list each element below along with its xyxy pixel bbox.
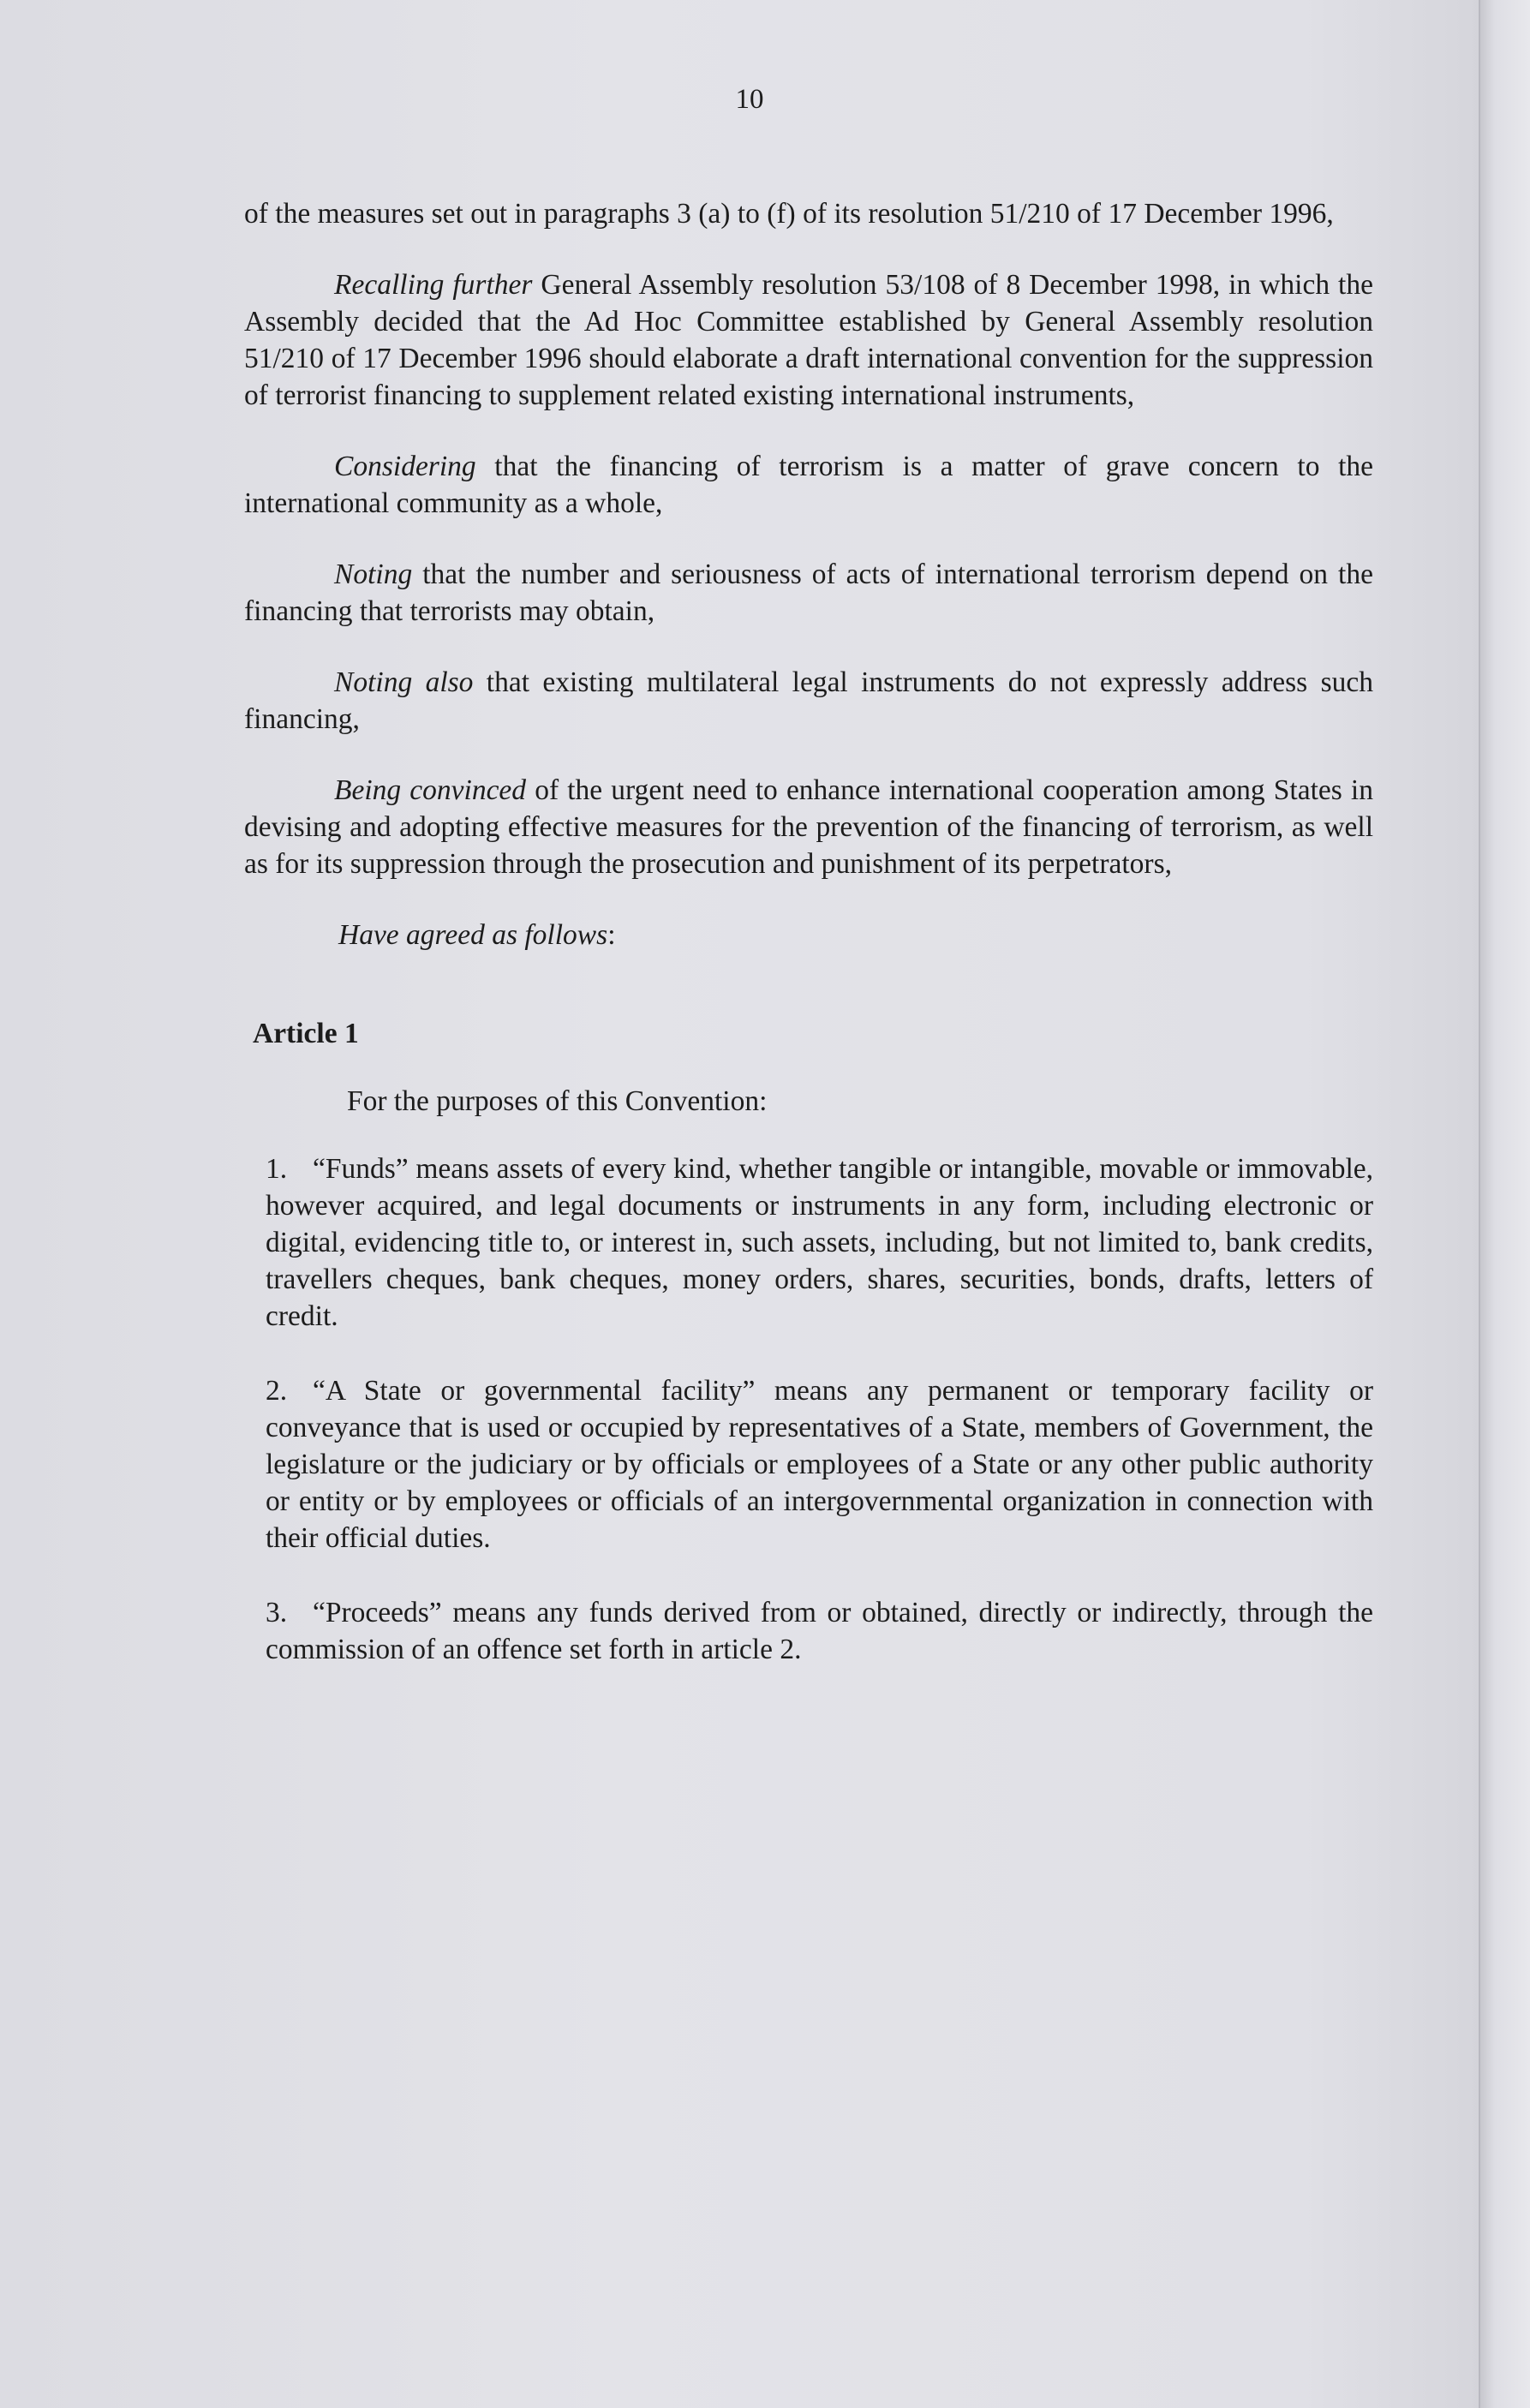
paragraph-intro: Noting	[334, 559, 413, 590]
document-body	[244, 195, 1373, 1706]
page-edge-shadow	[1479, 0, 1530, 2408]
preamble-paragraph-noting-also	[244, 664, 1373, 738]
definition-text: “A State or governmental facility” means any permanent or temporary facility or conveyance that is used or occupied by representatives of a State, members of Government, the legislature or the judiciary or by officials or employees of a State or any other public authority or entity or by employees or officials of an intergovernmental organization in connection with their official duties.	[266, 1375, 1373, 1554]
definition-proceeds	[244, 1594, 1373, 1668]
preamble-paragraph-continued: of the measures set out in paragraphs 3 (a) to (f) of its resolution 51/210 of 17 December 1996,	[244, 198, 1334, 230]
paragraph-intro: Recalling further	[334, 269, 533, 301]
definition-number: 3.	[266, 1597, 288, 1628]
preamble-paragraph-convinced	[244, 772, 1373, 882]
preamble-paragraph-recalling	[244, 266, 1373, 414]
paragraph-text: of the urgent need to enhance international cooperation among States in devising and adopting effective measures for the prevention of the financing of terrorism, as well as for its suppression through the prosecution and punishment of its perpetrators,	[244, 774, 1373, 880]
paragraph-text: that the number and seriousness of acts of international terrorism depend on the financing that terrorists may obtain,	[244, 559, 1373, 627]
page-number: 10	[735, 84, 764, 115]
preamble-paragraph-noting	[244, 556, 1373, 630]
article-purposes: For the purposes of this Convention:	[347, 1085, 768, 1117]
definition-number: 2.	[266, 1375, 288, 1407]
paragraph-text: General Assembly resolution 53/108 of 8 December 1998, in which the Assembly decided that the Ad Hoc Committee established by General Assembly resolution 51/210 of 17 December 1996 should elaborate a draft international convention for the suppression of terrorist financing to supplement related existing international instruments,	[244, 269, 1373, 411]
definition-funds	[244, 1150, 1373, 1335]
definition-text: “Proceeds” means any funds derived from or obtained, directly or indirectly, through the commission of an offence set forth in article 2.	[266, 1597, 1373, 1665]
paragraph-intro: Being convinced	[334, 774, 527, 806]
article-heading: Article 1	[253, 1018, 359, 1049]
paragraph-text: that existing multilateral legal instruments do not expressly address such financing,	[244, 666, 1373, 735]
paragraph-intro: Considering	[334, 451, 476, 482]
paragraph-intro: Noting also	[334, 666, 474, 698]
paragraph-text: that the financing of terrorism is a matter of grave concern to the international community as a whole,	[244, 451, 1373, 519]
definition-text: “Funds” means assets of every kind, whether tangible or intangible, movable or immovable, however acquired, and legal documents or instruments in any form, including electronic or digital, evidencing title to, or interest in, such assets, including, but not limited to, bank credits, travellers cheques, bank cheques, money orders, shares, securities, bonds, drafts, letters of credit.	[266, 1153, 1373, 1332]
agreed-clause: Have agreed as follows:	[338, 919, 616, 951]
definition-state-facility	[244, 1372, 1373, 1557]
definition-number: 1.	[266, 1153, 288, 1185]
preamble-paragraph-considering	[244, 448, 1373, 522]
